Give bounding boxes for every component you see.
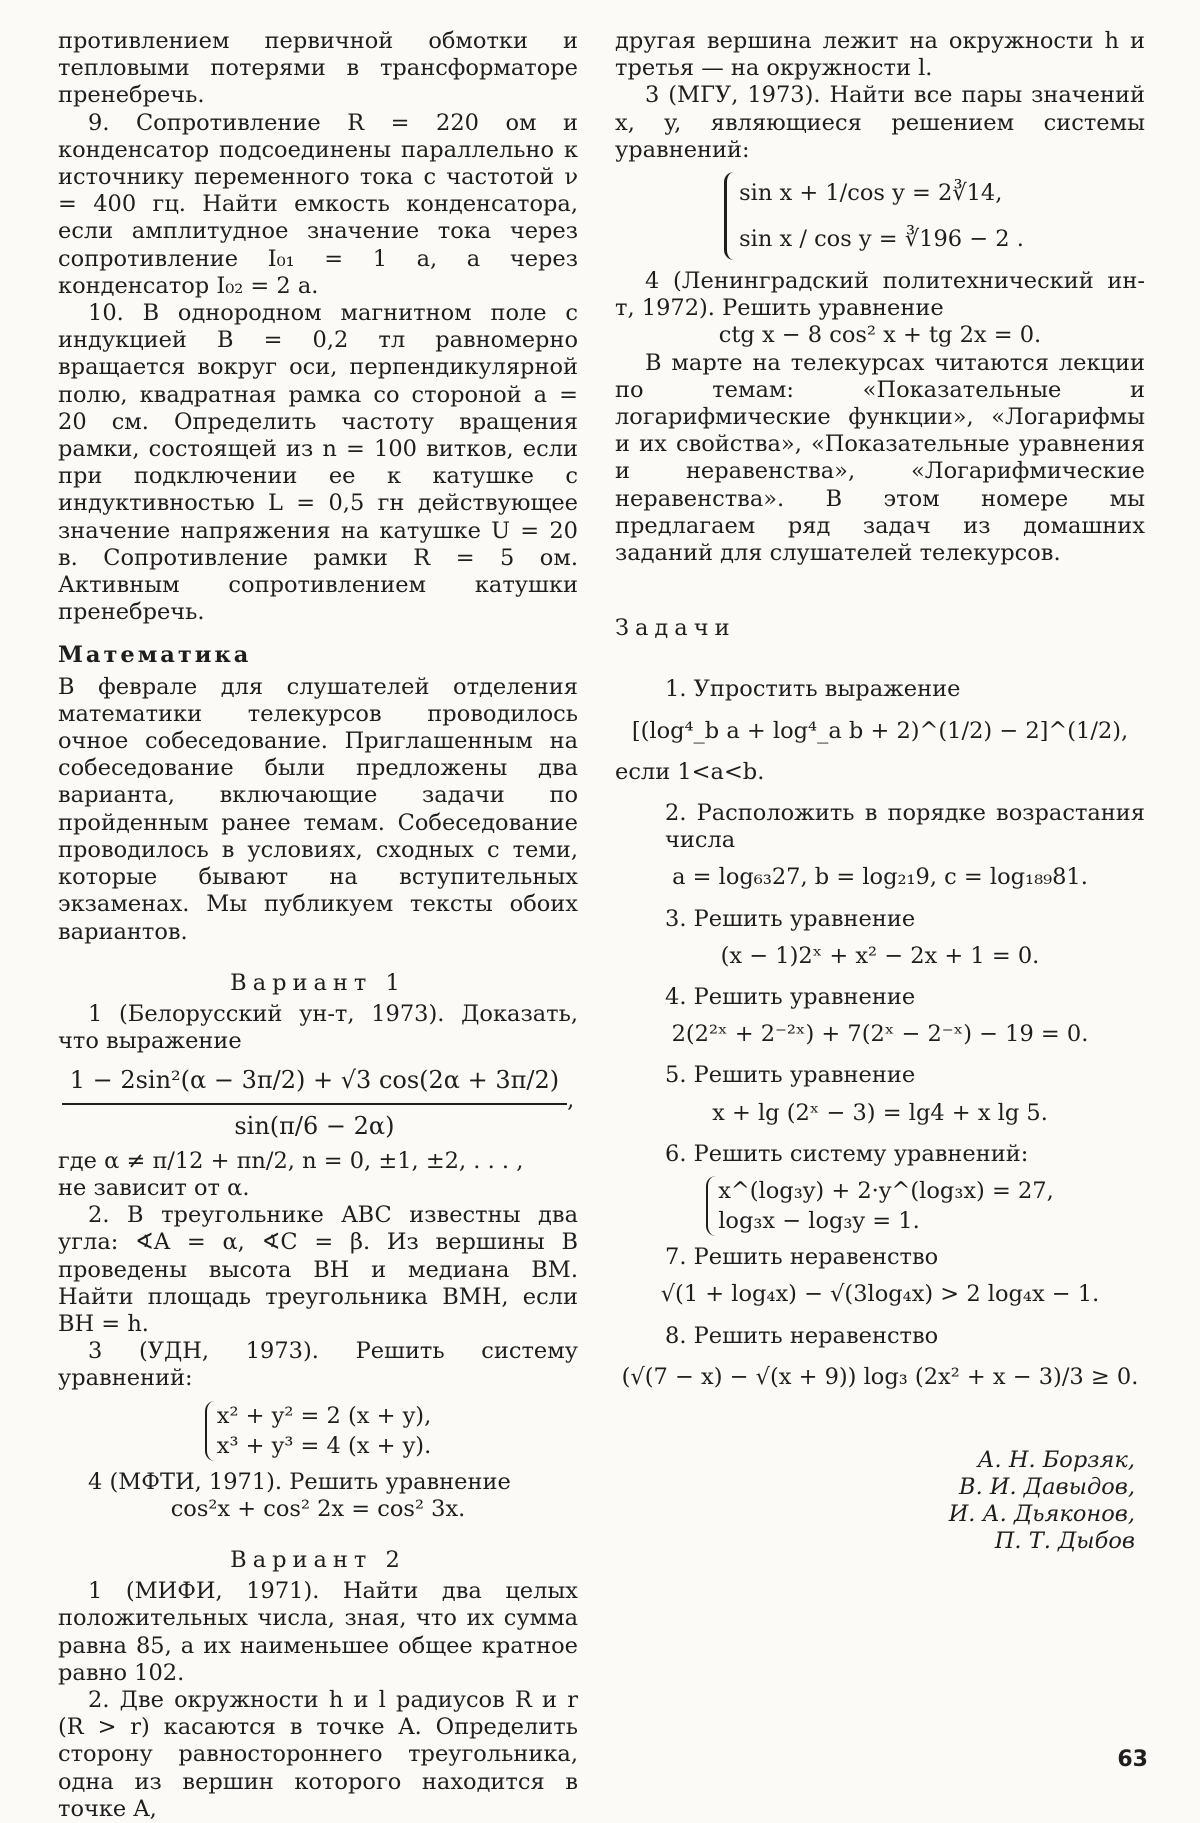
right-column bbox=[615, 28, 1145, 1555]
author-1: А. Н. Борзяк, bbox=[977, 1446, 1135, 1473]
task-1-condition: если 1<a<b. bbox=[615, 758, 765, 785]
v2-task-3-system bbox=[615, 172, 1145, 260]
physics-text-intro: противлением первичной обмотки и тепловыми потерями в трансформаторе пренебречь. bbox=[58, 28, 578, 109]
v1-task-3-eq1: x² + y² = 2 (x + y), bbox=[216, 1402, 432, 1429]
task-7: 7. Решить неравенство bbox=[665, 1244, 939, 1271]
task-5: 5. Решить уравнение bbox=[665, 1062, 916, 1089]
v2-task-4-equation: ctg x − 8 cos² x + tg 2x = 0. bbox=[718, 322, 1042, 349]
v1-task-1-end: не зависит от α. bbox=[58, 1174, 250, 1201]
left-column bbox=[58, 28, 578, 1823]
task-4: 4. Решить уравнение bbox=[665, 984, 916, 1011]
v2-task-3-eq2: sin x / cos y = ∛196 − 2 . bbox=[739, 226, 1024, 253]
tasks-heading: Задачи bbox=[615, 615, 736, 642]
task-8-expression: (√(7 − x) − √(x + 9)) log₃ (2x² + x − 3)/3 ≥ 0. bbox=[621, 1363, 1139, 1390]
task-6-eq2: log₃x − log₃y = 1. bbox=[718, 1208, 920, 1235]
v1-task-3: 3 (УДН, 1973). Решить систему уравнений: bbox=[58, 1338, 578, 1392]
v1-task-1-fraction: $\frac{\text{1 − 2sin²(α − 3π/2) + √3 cos(2α + 3π/2)}}{\sin(\pi/6 - 2\alpha)}$ , bbox=[58, 1063, 578, 1139]
variant-2-title: Вариант 2 bbox=[230, 1546, 406, 1573]
author-4: П. Т. Дыбов bbox=[994, 1527, 1135, 1554]
task-3: 3. Решить уравнение bbox=[665, 905, 916, 932]
task-2-expression: a = log₆₃27, b = log₂₁9, c = log₁₈₉81. bbox=[672, 864, 1088, 891]
physics-problem-9: 9. Сопротивление R = 220 ом и конденсатор подсоединены параллельно к источнику переменного тока с частотой ν = 400 гц. Найти емкость конденсатора, если амплитудное значение тока через сопротивление I₀₁ = 1 а, а через конденсатор I₀₂ = 2 а. bbox=[58, 109, 578, 299]
v2-task-2: 2. Две окружности h и l радиусов R и r (R > r) касаются в точке A. Определить сторону равностороннего треугольника, одна из вершин которого находится в точке A, bbox=[58, 1686, 578, 1822]
task-8: 8. Решить неравенство bbox=[665, 1322, 939, 1349]
task-3-expression: (x − 1)2ˣ + x² − 2x + 1 = 0. bbox=[720, 942, 1040, 969]
authors-list bbox=[615, 1447, 1145, 1555]
task-6-system bbox=[615, 1176, 1145, 1236]
v2-task-4: 4 (Ленинградский политехнический ин-т, 1972). Решить уравнение bbox=[615, 268, 1145, 322]
v2-task-3: 3 (МГУ, 1973). Найти все пары значений x, y, являющиеся решением системы уравнений: bbox=[615, 82, 1145, 163]
variant-1-title: Вариант 1 bbox=[230, 969, 406, 996]
mathematics-heading: Математика bbox=[58, 642, 252, 669]
task-4-expression: 2(2²ˣ + 2⁻²ˣ) + 7(2ˣ − 2⁻ˣ) − 19 = 0. bbox=[671, 1021, 1089, 1048]
task-1-expression: [(log⁴_b a + log⁴_a b + 2)^(1/2) − 2]^(1/2), bbox=[631, 717, 1129, 744]
v1-task-1-where: где α ≠ π/12 + πn/2, n = 0, ±1, ±2, . . . , bbox=[58, 1147, 524, 1174]
physics-problem-10: 10. В однородном магнитном поле с индукцией B = 0,2 тл равномерно вращается вокруг оси, перпендикулярной полю, квадратная рамка со стороной a = 20 см. Определить частоту вращения рамки, состоящей из n = 100 витков, если при подключении ее к катушке с индуктивностью L = 0,5 гн действующее значение напряжения на катушке U = 20 в. Сопротивление рамки R = 5 ом. Активным сопротивлением катушки пренебречь. bbox=[58, 300, 578, 626]
v2-task-3-eq1: sin x + 1/cos y = 2∛14, bbox=[739, 180, 1003, 207]
task-6-eq1: x^(log₃y) + 2·y^(log₃x) = 27, bbox=[718, 1178, 1054, 1205]
task-2: 2. Расположить в порядке возрастания числа bbox=[665, 800, 1145, 854]
v1-task-3-system bbox=[58, 1401, 578, 1461]
task-6: 6. Решить систему уравнений: bbox=[665, 1140, 1029, 1167]
march-lectures-text: В марте на телекурсах читаются лекции по темам: «Показательные и логарифмические функции», «Логарифмы и их свойства», «Показательные уравнения и неравенства», «Логарифмические неравенства». В этом номере мы предлагаем ряд задач из домашних заданий для слушателей телекурсов. bbox=[615, 349, 1145, 567]
v1-task-1-denominator: sin(π/6 − 2α) bbox=[234, 1111, 395, 1140]
v1-task-4: 4 (МФТИ, 1971). Решить уравнение bbox=[88, 1468, 511, 1495]
page-number: 63 bbox=[1117, 1747, 1148, 1772]
v1-task-1-numerator: 1 − 2sin²(α − 3π/2) + √3 cos(2α + 3π/2) bbox=[62, 1063, 567, 1104]
v2-task-1: 1 (МИФИ, 1971). Найти два целых положительных числа, зная, что их сумма равна 85, а их наименьшее общее кратное равно 102. bbox=[58, 1578, 578, 1686]
v1-task-3-eq2: x³ + y³ = 4 (x + y). bbox=[216, 1432, 432, 1459]
v1-task-4-equation: cos²x + cos² 2x = cos² 3x. bbox=[170, 1495, 466, 1522]
v1-task-1: 1 (Белорусский ун-т, 1973). Доказать, что выражение bbox=[58, 1000, 578, 1055]
task-7-expression: √(1 + log₄x) − √(3log₄x) > 2 log₄x − 1. bbox=[660, 1281, 1100, 1308]
author-2: В. И. Давыдов, bbox=[959, 1473, 1135, 1500]
author-3: И. А. Дьяконов, bbox=[948, 1500, 1135, 1527]
mathematics-intro: В феврале для слушателей отделения математики телекурсов проводилось очное собеседование. Приглашенным на собеседование были предложены два варианта, включающие задачи по пройденным ранее темам. Собеседование проводилось в условиях, сходных с теми, которые бывают на вступительных экзаменах. Мы публикуем тексты обоих вариантов. bbox=[58, 673, 578, 945]
v1-task-2: 2. В треугольнике ABC известны два угла: ∢A = α, ∢C = β. Из вершины B проведены высота BH и медиана BM. Найти площадь треугольника BMH, если BH = h. bbox=[58, 1202, 578, 1337]
task-5-expression: x + lg (2ˣ − 3) = lg4 + x lg 5. bbox=[712, 1099, 1048, 1126]
v2-task-2-continued: другая вершина лежит на окружности h и третья — на окружности l. bbox=[615, 28, 1145, 82]
task-1: 1. Упростить выражение bbox=[665, 676, 961, 703]
